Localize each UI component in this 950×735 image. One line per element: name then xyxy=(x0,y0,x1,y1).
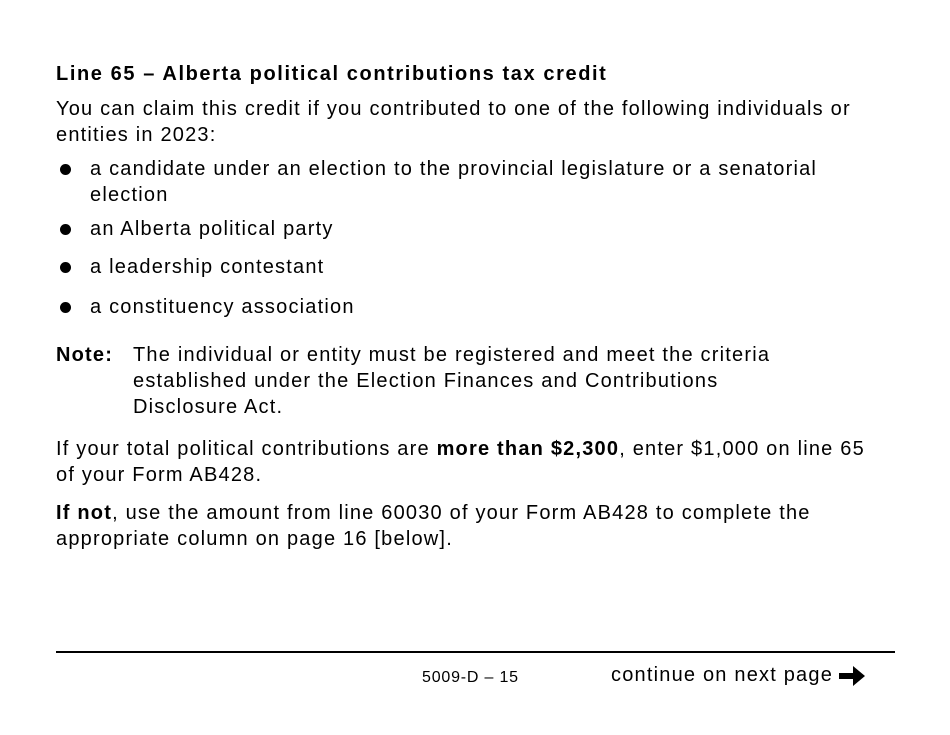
list-item xyxy=(56,156,886,208)
bullet-icon xyxy=(60,302,71,313)
threshold-paragraph xyxy=(56,436,886,488)
eligible-recipients-list xyxy=(56,156,886,320)
list-item xyxy=(56,254,886,280)
section-heading: Line 65 – Alberta political contributions tax credit xyxy=(56,63,608,85)
bullet-icon xyxy=(60,224,71,235)
list-item-text: a constituency association xyxy=(90,296,355,318)
list-item xyxy=(56,216,886,242)
if-not-text: , use the amount from line 60030 of your Form AB428 to complete the appropriate column on page 16 [below]. xyxy=(56,502,811,550)
document-page xyxy=(56,60,886,552)
page-number: 5009-D – 15 xyxy=(422,669,519,686)
threshold-text-end: , enter $1,000 on line 65 of your Form AB428. xyxy=(56,438,865,486)
footer-divider xyxy=(56,651,895,653)
intro-text: You can claim this credit if you contributed to one of the following individuals or entities in 2023: xyxy=(56,98,851,146)
list-item xyxy=(56,294,886,320)
if-not-label: If not xyxy=(56,502,113,524)
list-item-text: a leadership contestant xyxy=(90,256,325,278)
note-label: Note: xyxy=(56,344,114,366)
threshold-text-start: If your total political contributions are xyxy=(56,438,437,460)
list-item-text: a candidate under an election to the provincial legislature or a senatorial election xyxy=(90,158,818,206)
if-not-paragraph xyxy=(56,500,886,552)
continue-link[interactable] xyxy=(611,664,866,687)
note-block xyxy=(56,342,886,420)
note-text: The individual or entity must be registered and meet the criteria established under the Election Finances and Contributions Disclosure Act. xyxy=(133,344,771,418)
list-item-text: an Alberta political party xyxy=(90,218,334,240)
bullet-icon xyxy=(60,262,71,273)
right-arrow-icon xyxy=(839,665,866,687)
bullet-icon xyxy=(60,164,71,175)
continue-label: continue on next page xyxy=(611,664,834,686)
threshold-amount: more than $2,300 xyxy=(436,438,620,460)
